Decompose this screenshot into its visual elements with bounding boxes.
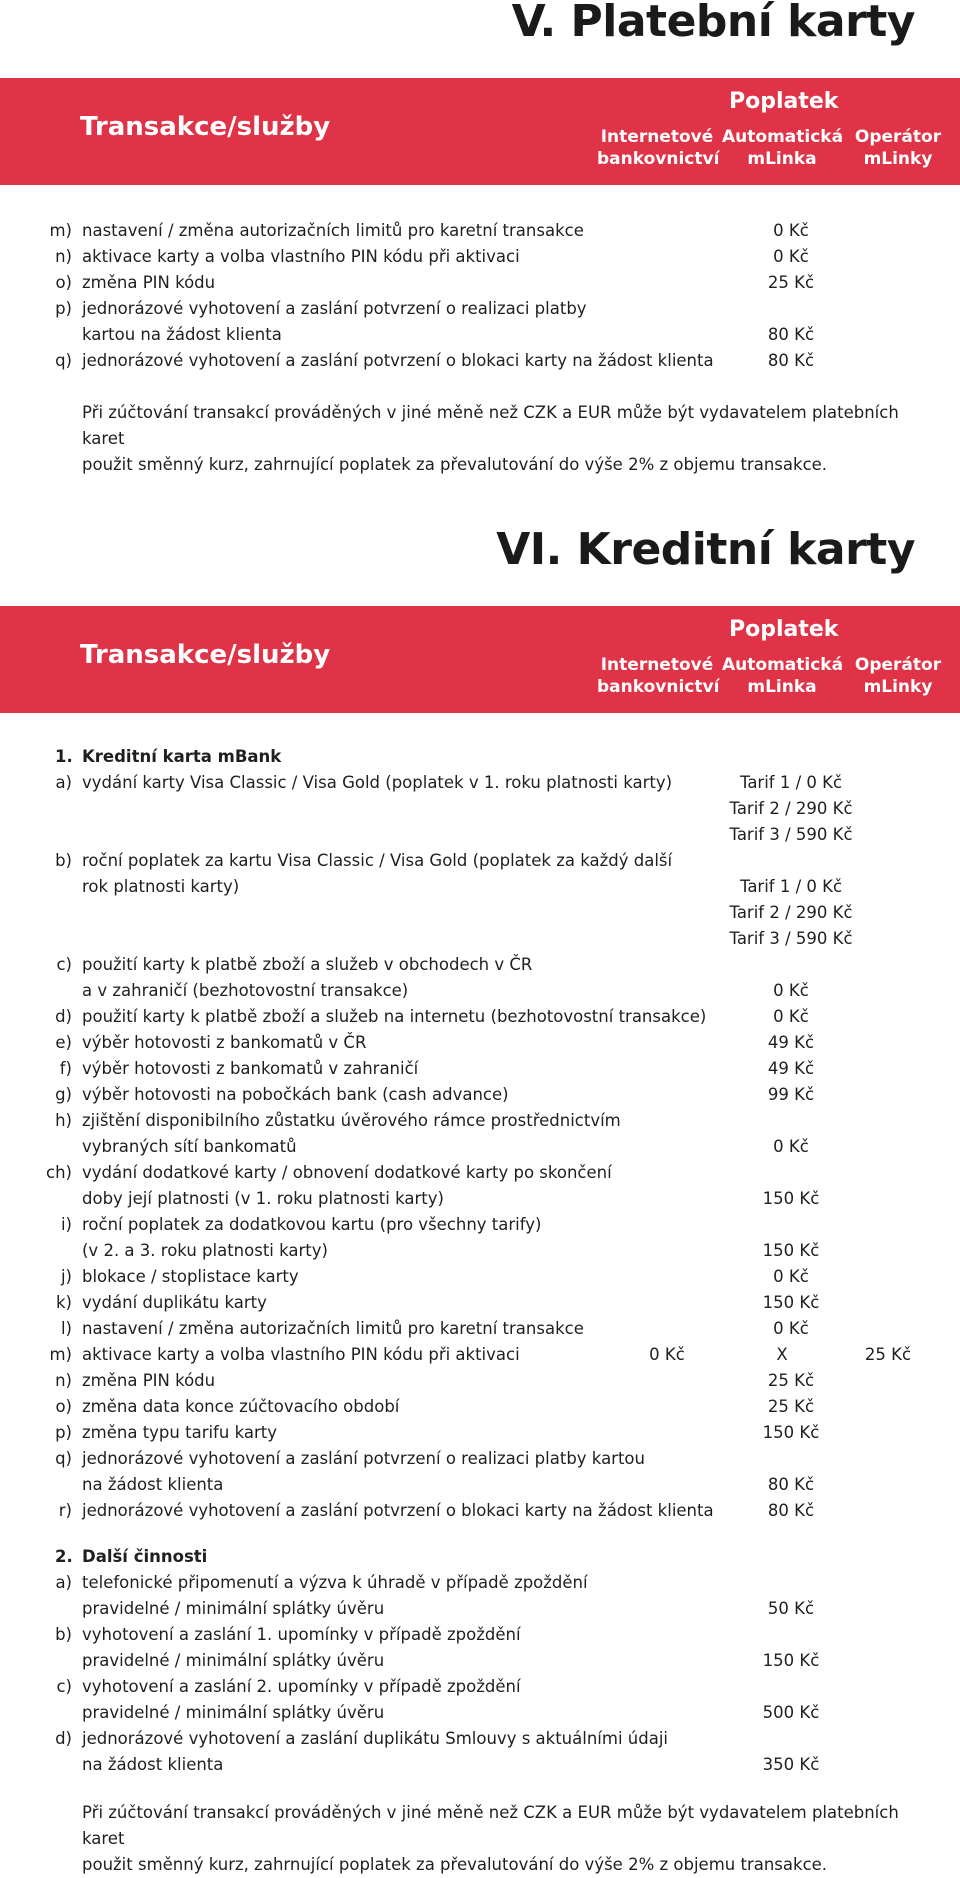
row-fee: 150 Kč xyxy=(762,1423,820,1442)
row-description: jednorázové vyhotovení a zaslání potvrzení o blokaci karty na žádost klienta xyxy=(82,351,714,370)
table-row xyxy=(0,1290,960,1316)
row-fee: 150 Kč xyxy=(762,1189,820,1208)
header-line: Internetové xyxy=(600,655,714,675)
column-header-operator xyxy=(845,126,951,170)
group-heading xyxy=(0,1544,960,1570)
row-description: změna typu tarifu karty xyxy=(82,1423,277,1442)
table-row xyxy=(0,1700,960,1726)
column-header-internet-banking xyxy=(597,654,720,698)
table-row xyxy=(0,1264,960,1290)
row-description: roční poplatek za kartu Visa Classic / Visa Gold (poplatek za každý další xyxy=(82,851,673,870)
column-header-operator xyxy=(845,654,951,698)
row-description: na žádost klienta xyxy=(82,1755,224,1774)
row-letter: d) xyxy=(55,1007,72,1026)
header-line: Automatická xyxy=(722,127,844,147)
row-description: na žádost klienta xyxy=(82,1475,224,1494)
row-fee-internet-banking: 0 Kč xyxy=(649,1345,685,1364)
row-description: nastavení / změna autorizačních limitů pro karetní transakce xyxy=(82,221,584,240)
row-fee: 350 Kč xyxy=(762,1755,820,1774)
row-fee: 25 Kč xyxy=(767,273,815,292)
group-title: Další činnosti xyxy=(82,1547,208,1566)
table-row xyxy=(0,1186,960,1212)
row-description: změna data konce zúčtovacího období xyxy=(82,1397,400,1416)
row-description: jednorázové vyhotovení a zaslání duplikátu Smlouvy s aktuálními údaji xyxy=(82,1729,668,1748)
row-letter: a) xyxy=(55,773,72,792)
row-fee: 25 Kč xyxy=(767,1397,815,1416)
fee-table-credit-cards xyxy=(0,744,960,1524)
header-line: mLinky xyxy=(863,149,933,170)
row-fee: 80 Kč xyxy=(767,1501,815,1520)
table-row xyxy=(0,270,960,296)
table-row xyxy=(0,348,960,374)
table-row xyxy=(0,770,960,796)
group-number: 2. xyxy=(55,1547,73,1566)
row-description: změna PIN kódu xyxy=(82,273,216,292)
table-row xyxy=(0,1212,960,1238)
column-header-automatic-line xyxy=(722,654,842,698)
row-description: rok platnosti karty) xyxy=(82,877,240,896)
table-row xyxy=(0,978,960,1004)
table-row xyxy=(0,1674,960,1700)
table-row xyxy=(0,926,960,952)
row-description: výběr hotovosti na pobočkách bank (cash advance) xyxy=(82,1085,509,1104)
row-fee: 0 Kč xyxy=(773,247,809,266)
table-row xyxy=(0,1622,960,1648)
row-letter: n) xyxy=(55,247,72,266)
row-description: nastavení / změna autorizačních limitů pro karetní transakce xyxy=(82,1319,584,1338)
column-header-fee: Poplatek xyxy=(729,617,839,642)
row-fee: 150 Kč xyxy=(762,1293,820,1312)
row-description: jednorázové vyhotovení a zaslání potvrzení o blokaci karty na žádost klienta xyxy=(82,1501,714,1520)
table-row xyxy=(0,1648,960,1674)
row-fee: 0 Kč xyxy=(773,981,809,1000)
row-letter: n) xyxy=(55,1371,72,1390)
column-header-internet-banking xyxy=(597,126,720,170)
row-fee: 80 Kč xyxy=(767,351,815,370)
group-rows xyxy=(0,770,960,1524)
table-row xyxy=(0,1472,960,1498)
row-letter: a) xyxy=(55,1573,72,1592)
row-description: vybraných sítí bankomatů xyxy=(82,1137,297,1156)
row-fee-automatic-line: X xyxy=(776,1345,788,1364)
row-description: (v 2. a 3. roku platnosti karty) xyxy=(82,1241,328,1260)
currency-note xyxy=(82,1800,912,1878)
row-letter: c) xyxy=(56,955,72,974)
table-row xyxy=(0,1082,960,1108)
row-description: kartou na žádost klienta xyxy=(82,325,282,344)
group-heading xyxy=(0,744,960,770)
row-fee: 0 Kč xyxy=(773,1319,809,1338)
row-letter: b) xyxy=(55,1625,72,1644)
column-header-services: Transakce/služby xyxy=(80,112,331,142)
column-header-automatic-line xyxy=(722,126,842,170)
row-fee: Tarif 2 / 290 Kč xyxy=(729,799,853,818)
header-line: Internetové xyxy=(600,127,714,147)
table-row xyxy=(0,1570,960,1596)
row-letter: r) xyxy=(58,1501,72,1520)
row-fee: Tarif 3 / 590 Kč xyxy=(729,825,853,844)
row-description: a v zahraničí (bezhotovostní transakce) xyxy=(82,981,409,1000)
header-line: Automatická xyxy=(722,655,844,675)
row-letter: h) xyxy=(55,1111,72,1130)
table-row xyxy=(0,1160,960,1186)
header-line: bankovnictví xyxy=(597,677,720,698)
row-fee: 25 Kč xyxy=(767,1371,815,1390)
table-row xyxy=(0,1056,960,1082)
row-description: změna PIN kódu xyxy=(82,1371,216,1390)
table-row xyxy=(0,1342,960,1368)
row-letter: b) xyxy=(55,851,72,870)
row-description: pravidelné / minimální splátky úvěru xyxy=(82,1703,385,1722)
table-row xyxy=(0,218,960,244)
header-line: mLinka xyxy=(747,677,817,698)
table-row xyxy=(0,1752,960,1778)
row-description: roční poplatek za dodatkovou kartu (pro všechny tarify) xyxy=(82,1215,542,1234)
table-row xyxy=(0,1498,960,1524)
row-description: vyhotovení a zaslání 2. upomínky v případě zpoždění xyxy=(82,1677,521,1696)
table-row xyxy=(0,1726,960,1752)
row-description: výběr hotovosti z bankomatů v zahraničí xyxy=(82,1059,419,1078)
row-description: jednorázové vyhotovení a zaslání potvrzení o realizaci platby kartou xyxy=(82,1449,645,1468)
row-letter: l) xyxy=(60,1319,72,1338)
row-fee: Tarif 2 / 290 Kč xyxy=(729,903,853,922)
row-letter: m) xyxy=(49,221,72,240)
table-row xyxy=(0,900,960,926)
row-fee: 49 Kč xyxy=(767,1059,815,1078)
row-description: jednorázové vyhotovení a zaslání potvrzení o realizaci platby xyxy=(82,299,587,318)
table-row xyxy=(0,1108,960,1134)
row-letter: j) xyxy=(60,1267,72,1286)
header-line: mLinka xyxy=(747,149,817,170)
row-fee: 0 Kč xyxy=(773,1007,809,1026)
header-line: Operátor xyxy=(854,655,942,675)
row-description: blokace / stoplistace karty xyxy=(82,1267,299,1286)
row-fee: 150 Kč xyxy=(762,1651,820,1670)
table-row xyxy=(0,1420,960,1446)
table-row xyxy=(0,1596,960,1622)
row-letter: p) xyxy=(55,299,72,318)
group-number: 1. xyxy=(55,747,73,766)
row-description: aktivace karty a volba vlastního PIN kódu při aktivaci xyxy=(82,247,520,266)
row-description: vydání duplikátu karty xyxy=(82,1293,267,1312)
row-letter: p) xyxy=(55,1423,72,1442)
table-row xyxy=(0,1316,960,1342)
table-row xyxy=(0,1394,960,1420)
table-row xyxy=(0,322,960,348)
note-line: použit směnný kurz, zahrnující poplatek za převalutování do výše 2% z objemu transakce. xyxy=(82,1855,828,1874)
header-line: bankovnictví xyxy=(597,149,720,170)
row-letter: d) xyxy=(55,1729,72,1748)
row-fee: Tarif 3 / 590 Kč xyxy=(729,929,853,948)
row-letter: q) xyxy=(55,351,72,370)
table-row xyxy=(0,822,960,848)
note-line: Při zúčtování transakcí prováděných v jiné měně než CZK a EUR může být vydavatelem platebních karet xyxy=(82,1803,899,1848)
section-title: V. Platební karty xyxy=(511,0,915,47)
header-line: Operátor xyxy=(854,127,942,147)
table-row xyxy=(0,1134,960,1160)
table-row xyxy=(0,1030,960,1056)
column-header-fee: Poplatek xyxy=(729,89,839,114)
row-description: pravidelné / minimální splátky úvěru xyxy=(82,1599,385,1618)
row-fee: 50 Kč xyxy=(767,1599,815,1618)
row-letter: i) xyxy=(60,1215,72,1234)
row-letter: g) xyxy=(55,1085,72,1104)
row-fee: 150 Kč xyxy=(762,1241,820,1260)
note-line: Při zúčtování transakcí prováděných v jiné měně než CZK a EUR může být vydavatelem platebních karet xyxy=(82,403,899,448)
currency-note xyxy=(82,400,912,478)
row-letter: c) xyxy=(56,1677,72,1696)
row-letter: m) xyxy=(49,1345,72,1364)
row-letter: ch) xyxy=(46,1163,72,1182)
row-fee: 0 Kč xyxy=(773,1267,809,1286)
row-description: aktivace karty a volba vlastního PIN kódu při aktivaci xyxy=(82,1345,520,1364)
header-line: mLinky xyxy=(863,677,933,698)
table-row xyxy=(0,1446,960,1472)
row-description: pravidelné / minimální splátky úvěru xyxy=(82,1651,385,1670)
row-description: telefonické připomenutí a výzva k úhradě v případě zpoždění xyxy=(82,1573,588,1592)
table-row xyxy=(0,296,960,322)
row-fee: 0 Kč xyxy=(773,221,809,240)
row-description: vydání dodatkové karty / obnovení dodatkové karty po skončení xyxy=(82,1163,612,1182)
row-letter: f) xyxy=(59,1059,72,1078)
row-letter: k) xyxy=(56,1293,72,1312)
fee-table-other-activities xyxy=(0,1544,960,1778)
column-header-services: Transakce/služby xyxy=(80,640,331,670)
table-header-band xyxy=(0,78,960,185)
note-line: použit směnný kurz, zahrnující poplatek za převalutování do výše 2% z objemu transakce. xyxy=(82,455,828,474)
row-fee: Tarif 1 / 0 Kč xyxy=(739,773,843,792)
table-row xyxy=(0,244,960,270)
row-fee: 49 Kč xyxy=(767,1033,815,1052)
table-row xyxy=(0,796,960,822)
row-description: použití karty k platbě zboží a služeb na internetu (bezhotovostní transakce) xyxy=(82,1007,707,1026)
row-fee: 99 Kč xyxy=(767,1085,815,1104)
row-description: výběr hotovosti z bankomatů v ČR xyxy=(82,1033,367,1052)
row-description: vydání karty Visa Classic / Visa Gold (poplatek v 1. roku platnosti karty) xyxy=(82,773,673,792)
table-header-band xyxy=(0,606,960,713)
row-fee: 80 Kč xyxy=(767,325,815,344)
table-row xyxy=(0,848,960,874)
table-row xyxy=(0,1368,960,1394)
row-letter: o) xyxy=(55,1397,72,1416)
row-fee: 0 Kč xyxy=(773,1137,809,1156)
row-letter: e) xyxy=(55,1033,72,1052)
table-row xyxy=(0,874,960,900)
row-fee: Tarif 1 / 0 Kč xyxy=(739,877,843,896)
row-fee: 80 Kč xyxy=(767,1475,815,1494)
row-description: vyhotovení a zaslání 1. upomínky v případě zpoždění xyxy=(82,1625,521,1644)
group-title: Kreditní karta mBank xyxy=(82,747,282,766)
group-rows xyxy=(0,1570,960,1778)
fee-table-debit-cards xyxy=(0,218,960,374)
row-fee: 500 Kč xyxy=(762,1703,820,1722)
row-description: zjištění disponibilního zůstatku úvěrového rámce prostřednictvím xyxy=(82,1111,621,1130)
table-row xyxy=(0,952,960,978)
row-description: použití karty k platbě zboží a služeb v obchodech v ČR xyxy=(82,955,533,974)
row-fee-operator: 25 Kč xyxy=(864,1345,912,1364)
row-letter: q) xyxy=(55,1449,72,1468)
section-title: VI. Kreditní karty xyxy=(496,524,915,575)
table-row xyxy=(0,1238,960,1264)
row-letter: o) xyxy=(55,273,72,292)
row-description: doby její platnosti (v 1. roku platnosti karty) xyxy=(82,1189,444,1208)
table-row xyxy=(0,1004,960,1030)
